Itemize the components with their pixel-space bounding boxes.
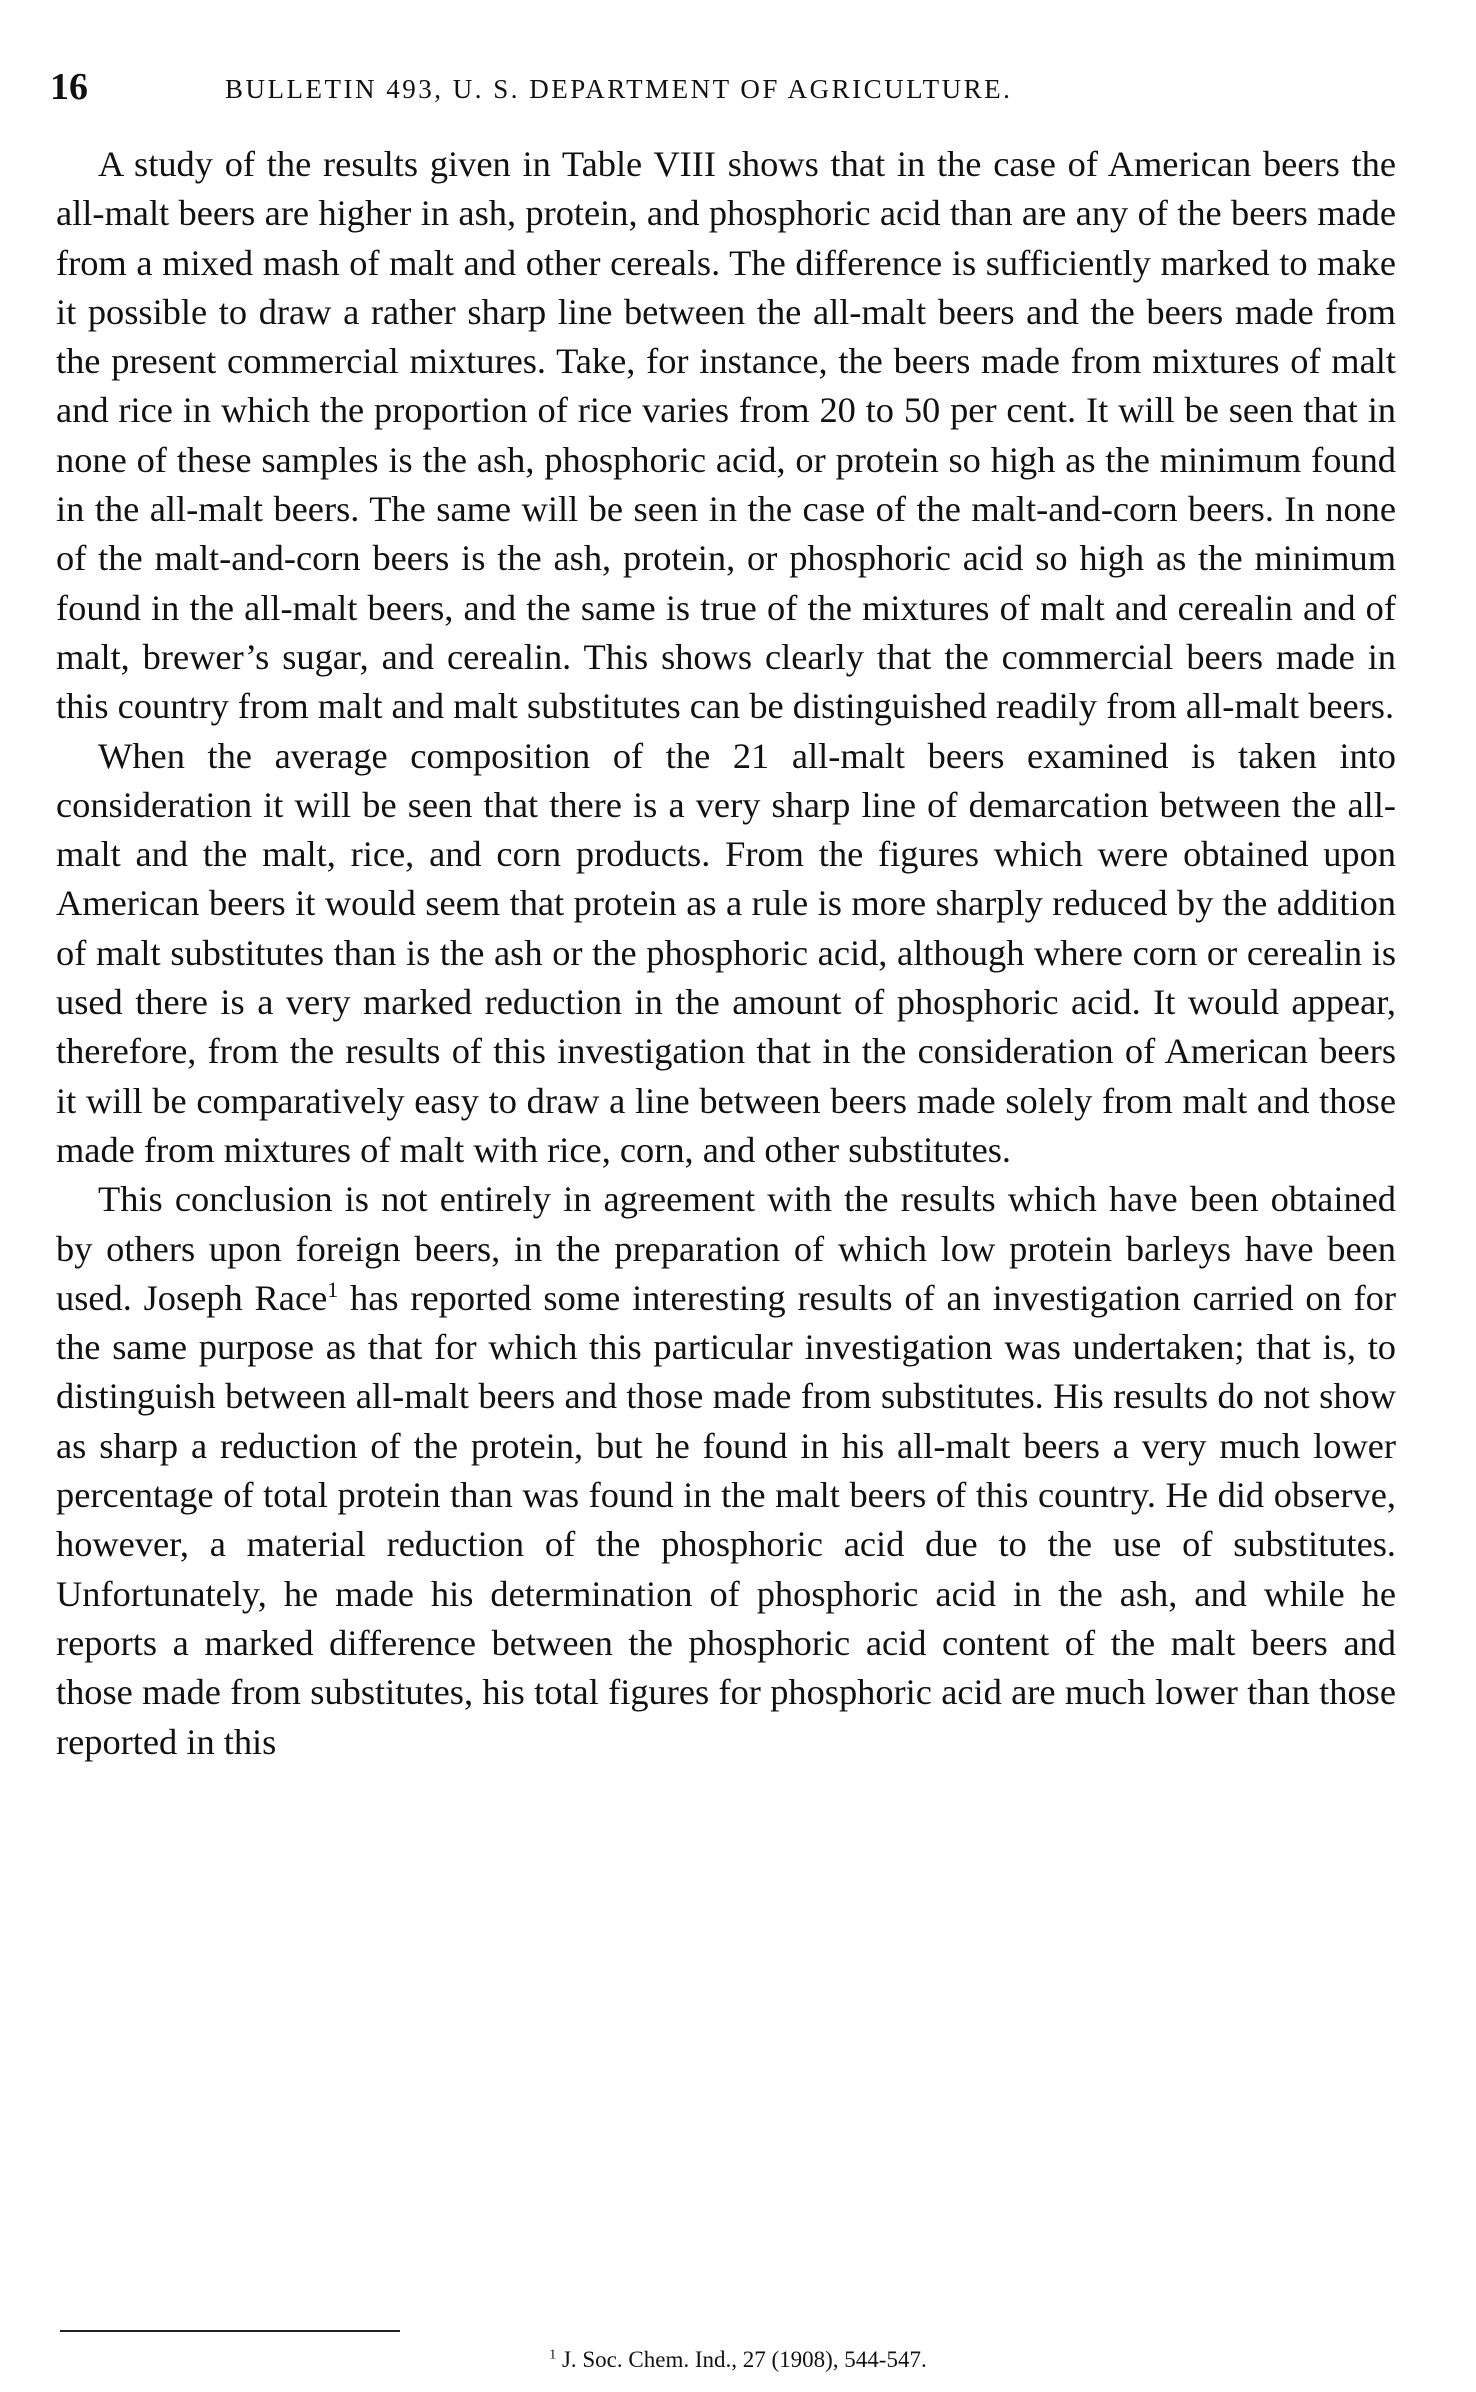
paragraph-3-text-a: This conclusion is not entirely in agreement with the results which have been obtained by others upon foreign beers, in the preparation of which low protein barleys have been used. Joseph Race <box>56 1179 1396 1318</box>
paragraph-2: When the average composition of the 21 all-malt beers examined is taken into consideration it will be seen that there is a very sharp line of demarcation between the all-malt and the malt, rice, and corn products. From the figures which were obtained upon American beers it would seem that protein as a rule is more sharply reduced by the addition of malt substitutes than is the ash or the phosphoric acid, although where corn or cerealin is used there is a very marked reduction in the amount of phosphoric acid. It would appear, therefore, from the results of this investigation that in the consideration of American beers it will be comparatively easy to draw a line between beers made solely from malt and those made from mixtures of malt with rice, corn, and other substitutes. <box>56 735 1396 1170</box>
paragraph-1: A study of the results given in Table VIII shows that in the case of American beers the all-malt beers are higher in ash, protein, and phosphoric acid than are any of the beers made from a mixed mash of malt and other cereals. The difference is sufficiently marked to make it possible to draw a rather sharp line between the all-malt beers and the beers made from the present commercial mixtures. Take, for instance, the beers made from mixtures of malt and rice in which the proportion of rice varies from 20 to 50 per cent. It will be seen that in none of these samples is the ash, phosphoric acid, or protein so high as the minimum found in the all-malt beers. The same will be seen in the case of the malt-and-corn beers. In none of the malt-and-corn beers is the ash, protein, or phosphoric acid so high as the minimum found in the all-malt beers, and the same is true of the mixtures of malt and cerealin and of malt, brewer’s sugar, and cerealin. This shows clearly that the commercial beers made in this country from malt and malt substitutes can be distinguished readily from all-malt beers. <box>56 144 1396 727</box>
footnote-reference: 1 <box>327 1277 339 1302</box>
footnote-divider <box>60 2330 400 2332</box>
footnote-text: J. Soc. Chem. Ind., 27 (1908), 544-547. <box>556 2347 927 2372</box>
body-text <box>56 140 1396 1767</box>
paragraph-3-text-b: has reported some interesting results of an investigation carried on for the same purpose as that for which this particular investigation was undertaken; that is, to distinguish between all-malt beers and those made from substitutes. His results do not show as sharp a reduction of the protein, but he found in his all-malt beers a very much lower percentage of total protein than was found in the malt beers of this country. He did observe, however, a material reduction of the phosphoric acid due to the use of substitutes. Unfortunately, he made his determination of phosphoric acid in the ash, and while he reports a marked difference between the phosphoric acid content of the malt beers and those made from substitutes, his total figures for phosphoric acid are much lower than those reported in this <box>56 1277 1396 1762</box>
paragraph-3 <box>56 1175 1396 1767</box>
page-number: 16 <box>50 66 88 108</box>
footnote-mark: 1 <box>549 2346 557 2362</box>
page-header <box>50 62 1410 112</box>
running-head: BULLETIN 493, U. S. DEPARTMENT OF AGRICULTURE. <box>225 74 1013 104</box>
footnote <box>0 2344 1476 2376</box>
